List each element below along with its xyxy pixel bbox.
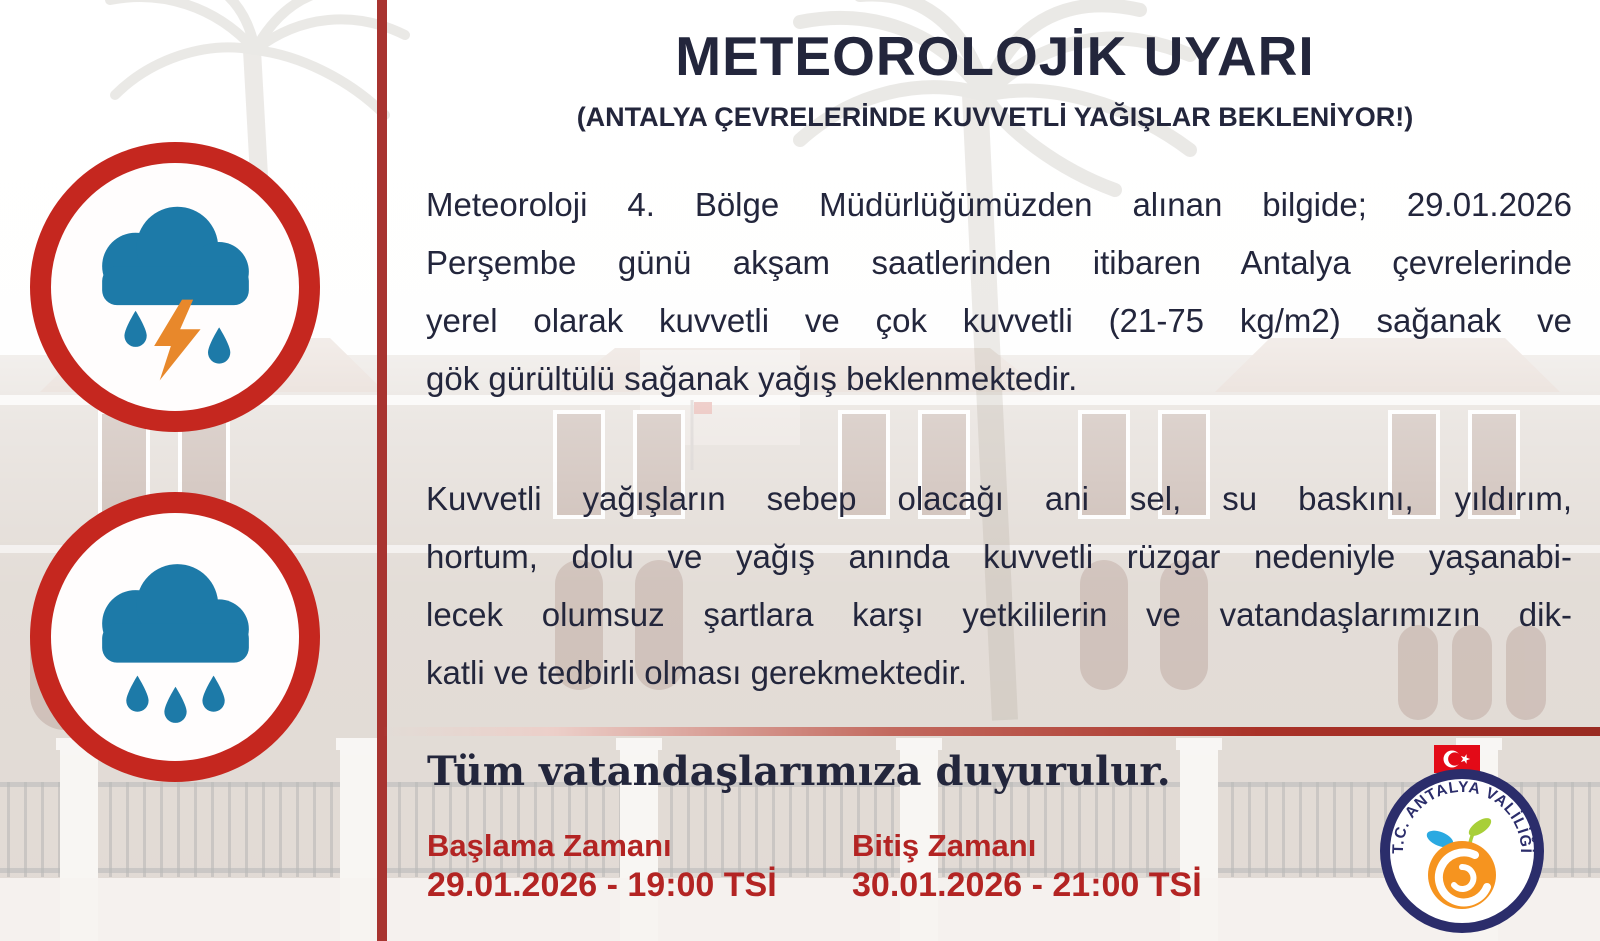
logo-arc-text: T.C. ANTALYA VALİLİĞİ — [1389, 778, 1535, 854]
paragraph-line: Meteoroloji 4. Bölge Müdürlüğümüzden alınan bilgide; 29.01.2026 — [426, 186, 1572, 223]
paragraph-line: hortum, dolu ve yağış anında kuvvetli rüzgar nedeniyle yaşanabi- — [426, 538, 1572, 575]
horizontal-divider — [383, 727, 1600, 736]
paragraph-line: katli ve tedbirli olması gerekmektedir. — [426, 654, 968, 691]
paragraph-line: gök gürültülü sağanak yağış beklenmektedir. — [426, 360, 1078, 397]
end-time-value: 30.01.2026 - 21:00 TSİ — [852, 866, 1202, 904]
paragraph-line: yerel olarak kuvvetli ve çok kuvvetli (21-75 kg/m2) sağanak ve — [426, 302, 1572, 339]
page-title: METEOROLOJİK UYARI — [675, 25, 1315, 87]
start-time-label: Başlama Zamanı — [427, 828, 672, 863]
announcement-line: Tüm vatandaşlarımıza duyurulur. — [427, 748, 1171, 795]
rain-cloud-icon — [78, 540, 273, 735]
start-time-value: 29.01.2026 - 19:00 TSİ — [427, 866, 777, 904]
vertical-divider — [377, 0, 387, 941]
end-time-label: Bitiş Zamanı — [852, 828, 1037, 863]
rain-warning-badge — [30, 492, 320, 782]
paragraph-line: lecek olumsuz şartlara karşı yetkililerin ve vatandaşlarımızın dik- — [426, 596, 1572, 633]
turkish-flag-icon — [1434, 745, 1480, 773]
storm-warning-badge — [30, 142, 320, 432]
antalya-governorship-logo — [1380, 743, 1570, 941]
paragraph-line: Perşembe günü akşam saatlerinden itibaren Antalya çevrelerinde — [426, 244, 1572, 281]
paragraph-forecast — [426, 176, 1572, 408]
page-subtitle: (ANTALYA ÇEVRELERİNDE KUVVETLİ YAĞIŞLAR BEKLENİYOR!) — [576, 102, 1414, 132]
paragraph-line: Kuvvetli yağışların sebep olacağı ani sel, su baskını, yıldırım, — [426, 480, 1572, 517]
paragraph-risks — [426, 470, 1572, 702]
storm-cloud-lightning-icon — [78, 190, 273, 385]
